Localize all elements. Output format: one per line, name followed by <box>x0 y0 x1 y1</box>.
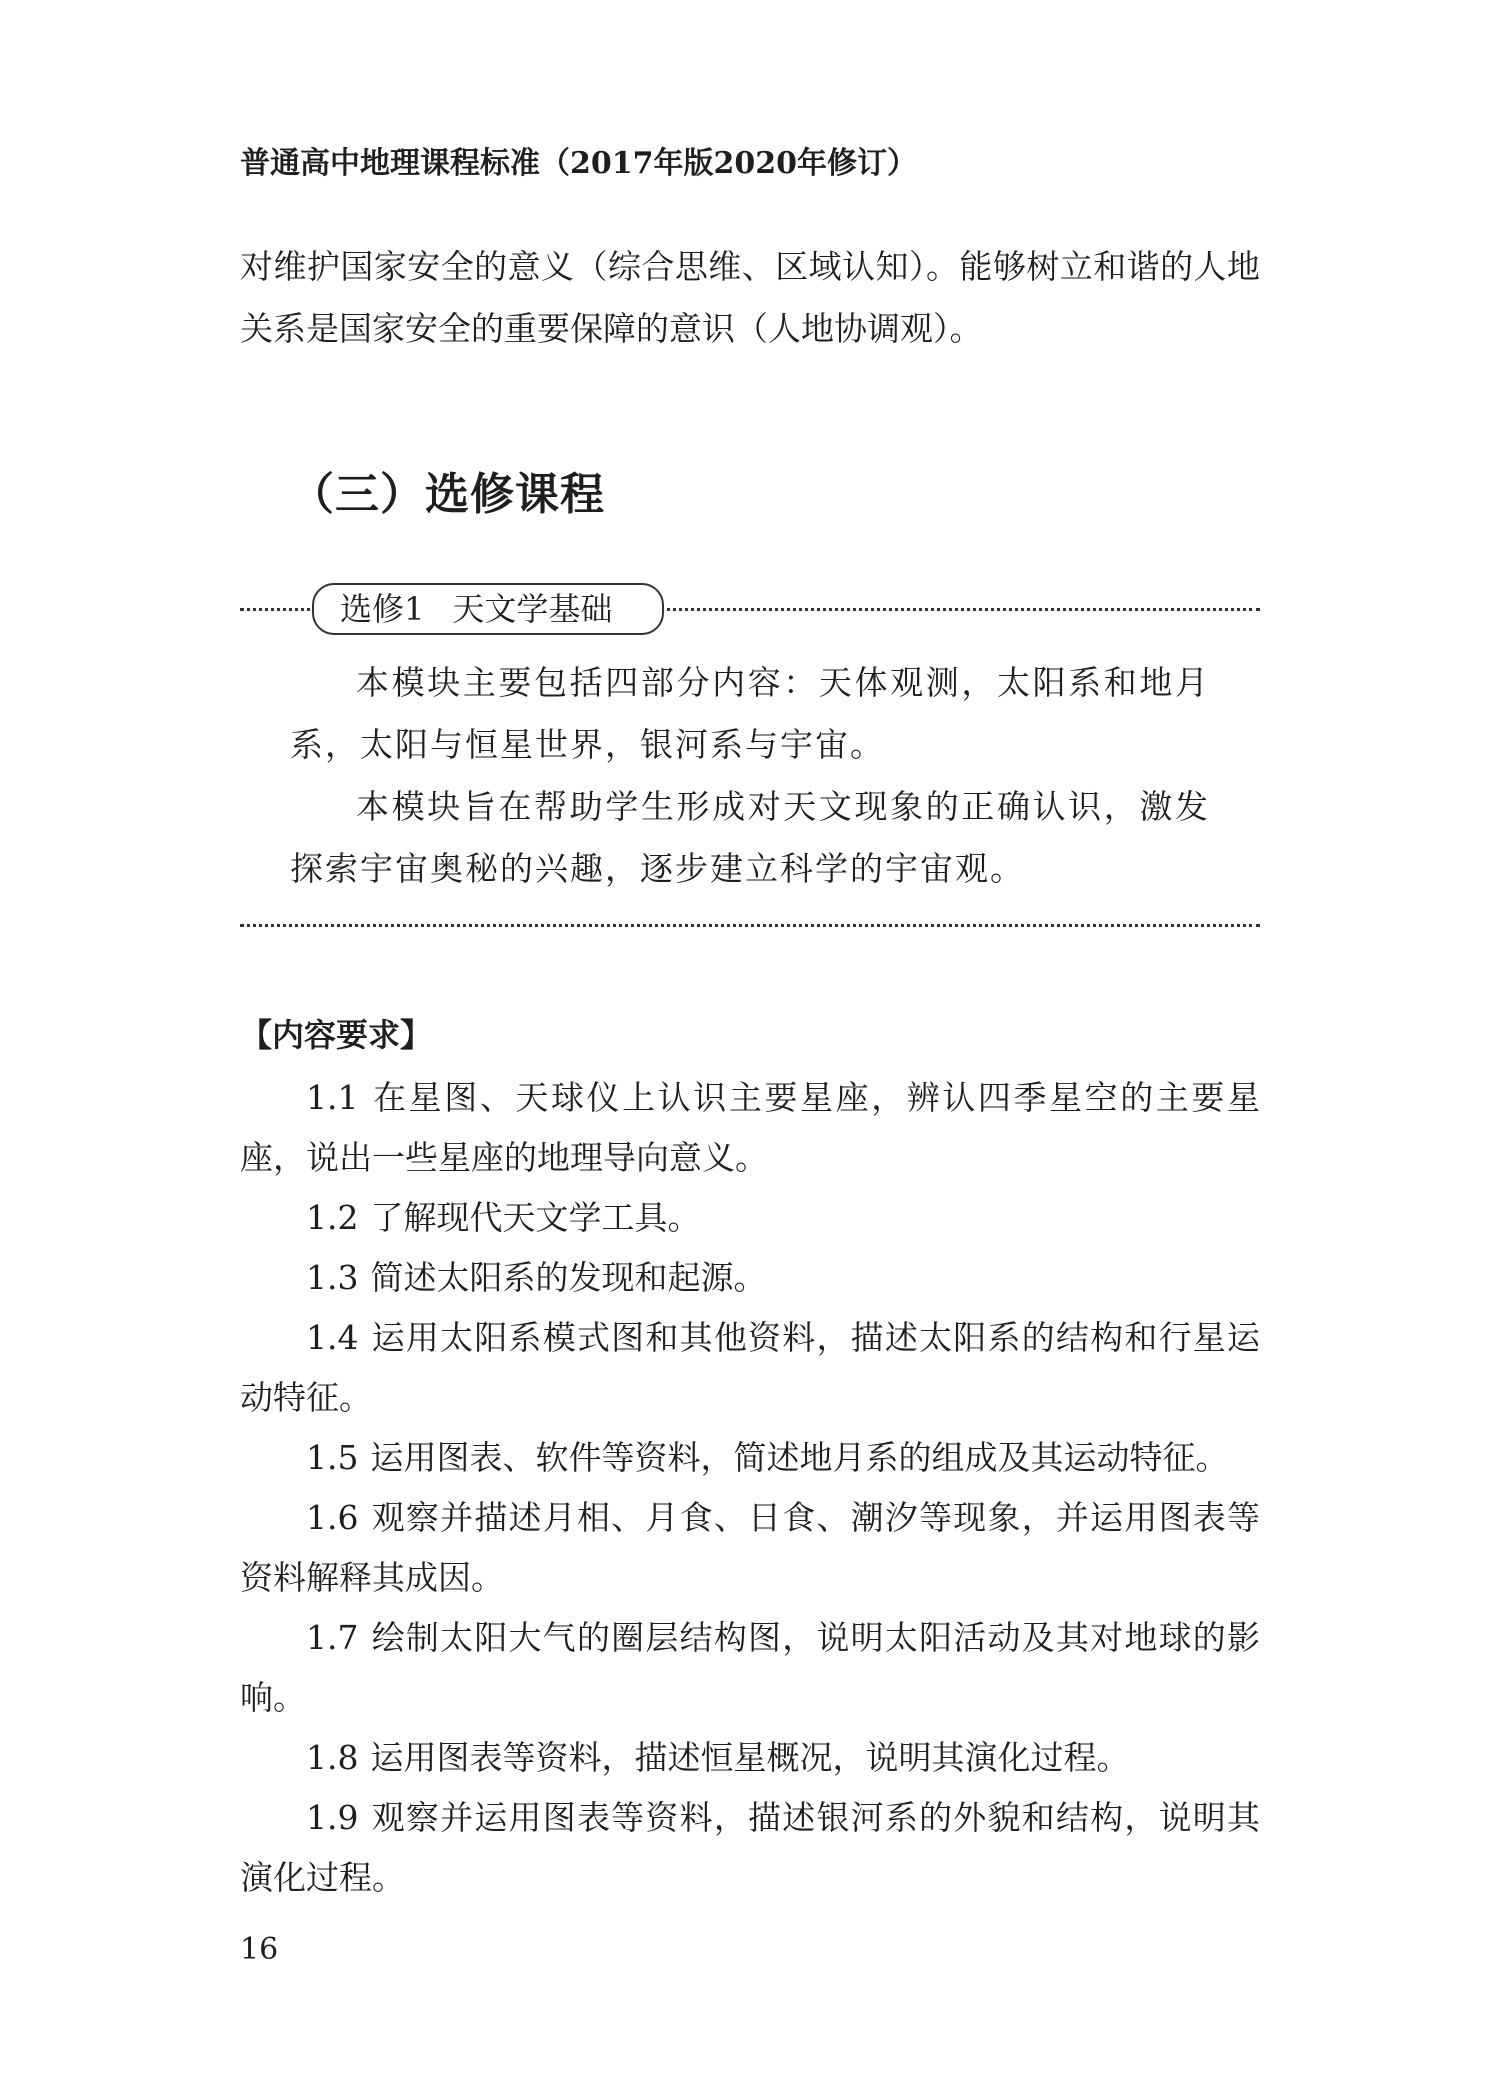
requirement-item <box>240 1068 1260 1188</box>
requirement-item <box>240 1248 1260 1308</box>
requirement-item <box>240 1488 1260 1608</box>
intro-paragraph <box>240 236 1260 360</box>
requirement-number: 1.7 <box>306 1618 359 1657</box>
module-tab-name: 天文学基础 <box>452 590 613 628</box>
requirements-heading: 【内容要求】 <box>240 1016 433 1054</box>
module-description <box>290 652 1210 900</box>
requirement-item <box>240 1428 1260 1488</box>
requirement-item <box>240 1188 1260 1248</box>
requirement-text: 观察并描述月相、月食、日食、潮汐等现象，并运用图表等资料解释其成因。 <box>240 1498 1260 1597</box>
requirement-number: 1.9 <box>306 1798 359 1837</box>
requirement-number: 1.2 <box>306 1198 359 1237</box>
requirement-text: 运用图表等资料，描述恒星概况，说明其演化过程。 <box>370 1738 1130 1777</box>
requirement-item <box>240 1788 1260 1908</box>
requirement-text: 在星图、天球仪上认识主要星座，辨认四季星空的主要星座，说出一些星座的地理导向意义。 <box>240 1078 1260 1177</box>
page-number: 16 <box>240 1932 279 1967</box>
requirement-text: 简述太阳系的发现和起源。 <box>370 1258 767 1297</box>
requirement-text: 观察并运用图表等资料，描述银河系的外貌和结构，说明其演化过程。 <box>240 1798 1260 1897</box>
module-paragraph: 本模块主要包括四部分内容：天体观测，太阳系和地月系，太阳与恒星世界，银河系与宇宙。 <box>290 663 1210 764</box>
requirement-text: 了解现代天文学工具。 <box>370 1198 701 1237</box>
running-header: 普通高中地理课程标准（2017年版2020年修订） <box>240 146 917 181</box>
requirement-number: 1.4 <box>306 1318 359 1357</box>
requirement-number: 1.3 <box>306 1258 359 1297</box>
requirement-number: 1.1 <box>306 1078 359 1117</box>
requirement-number: 1.8 <box>306 1738 359 1777</box>
module-tab <box>312 583 664 635</box>
requirements-list <box>240 1068 1260 1908</box>
requirement-number: 1.6 <box>306 1498 359 1537</box>
requirement-text: 运用太阳系模式图和其他资料，描述太阳系的结构和行星运动特征。 <box>240 1318 1260 1417</box>
requirement-item <box>240 1308 1260 1428</box>
requirement-item <box>240 1728 1260 1788</box>
intro-text: 对维护国家安全的意义（综合思维、区域认知）。能够树立和谐的人地关系是国家安全的重要保障的意识（人地协调观）。 <box>240 247 1260 348</box>
requirement-number: 1.5 <box>306 1438 359 1477</box>
module-bottom-divider <box>240 924 1260 927</box>
requirement-item <box>240 1608 1260 1728</box>
module-tab-number: 选修1 <box>340 590 425 628</box>
section-title: （三）选修课程 <box>290 469 605 520</box>
module-paragraph: 本模块旨在帮助学生形成对天文现象的正确认识，激发探索宇宙奥秘的兴趣，逐步建立科学的宇宙观。 <box>290 787 1210 888</box>
requirement-text: 绘制太阳大气的圈层结构图，说明太阳活动及其对地球的影响。 <box>240 1618 1260 1717</box>
requirement-text: 运用图表、软件等资料，简述地月系的组成及其运动特征。 <box>370 1438 1229 1477</box>
